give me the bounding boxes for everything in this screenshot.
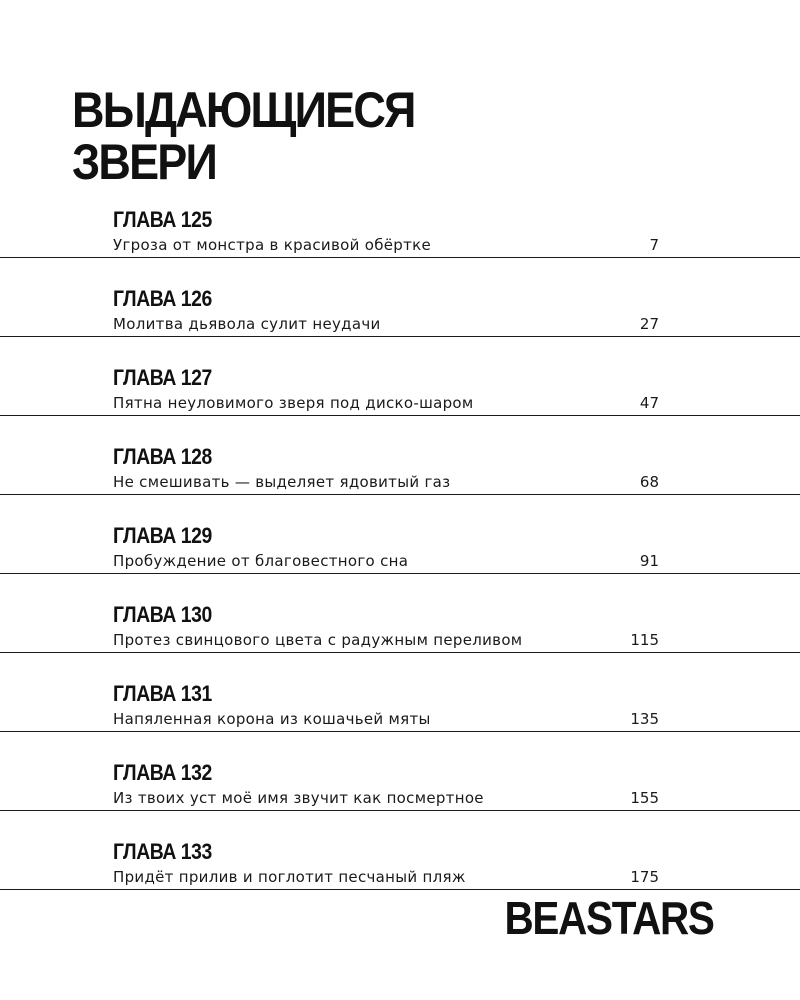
page-number: 27 — [639, 315, 659, 333]
page-number: 68 — [639, 473, 659, 491]
chapter-number: ГЛАВА 129 — [113, 523, 212, 548]
toc-entry — [0, 520, 800, 574]
page-number: 175 — [630, 868, 659, 886]
chapter-title: Не смешивать — выделяет ядовитый газ — [113, 473, 451, 491]
page-number: 135 — [630, 710, 659, 728]
chapter-title: Пятна неуловимого зверя под диско-шаром — [113, 394, 474, 412]
chapter-title: Угроза от монстра в красивой обёртке — [113, 236, 432, 254]
page-number: 91 — [639, 552, 659, 570]
page-number: 47 — [639, 394, 659, 412]
page-title-line-2: ЗВЕРИ — [72, 134, 217, 190]
chapter-number: ГЛАВА 131 — [113, 681, 212, 706]
chapter-number: ГЛАВА 130 — [113, 602, 212, 627]
page-number: 115 — [630, 631, 659, 649]
toc-entry — [0, 283, 800, 337]
chapter-title: Молитва дьявола сулит неудачи — [113, 315, 381, 333]
chapter-number: ГЛАВА 125 — [113, 207, 212, 232]
toc-entry — [0, 204, 800, 258]
chapter-title: Придёт прилив и поглотит песчаный пляж — [113, 868, 466, 886]
chapter-number: ГЛАВА 132 — [113, 760, 212, 785]
chapter-title: Пробуждение от благовестного сна — [113, 552, 409, 570]
chapter-title: Напяленная корона из кошачьей мяты — [113, 710, 431, 728]
page-number: 155 — [630, 789, 659, 807]
page-number: 7 — [649, 236, 659, 254]
page-title-line-1: ВЫДАЮЩИЕСЯ — [72, 82, 415, 138]
beastars-logo: BEASTARS — [504, 892, 714, 944]
toc-entry — [0, 757, 800, 811]
toc-entry — [0, 441, 800, 495]
chapter-number: ГЛАВА 126 — [113, 286, 212, 311]
chapter-number: ГЛАВА 127 — [113, 365, 212, 390]
toc-entry — [0, 599, 800, 653]
chapter-number: ГЛАВА 133 — [113, 839, 212, 864]
chapter-number: ГЛАВА 128 — [113, 444, 212, 469]
chapter-title: Из твоих уст моё имя звучит как посмертное — [113, 789, 484, 807]
page-title — [72, 84, 415, 188]
toc-entry — [0, 678, 800, 732]
chapter-title: Протез свинцового цвета с радужным переливом — [113, 631, 523, 649]
toc-entry — [0, 362, 800, 416]
table-of-contents — [0, 204, 800, 915]
toc-entry — [0, 836, 800, 890]
